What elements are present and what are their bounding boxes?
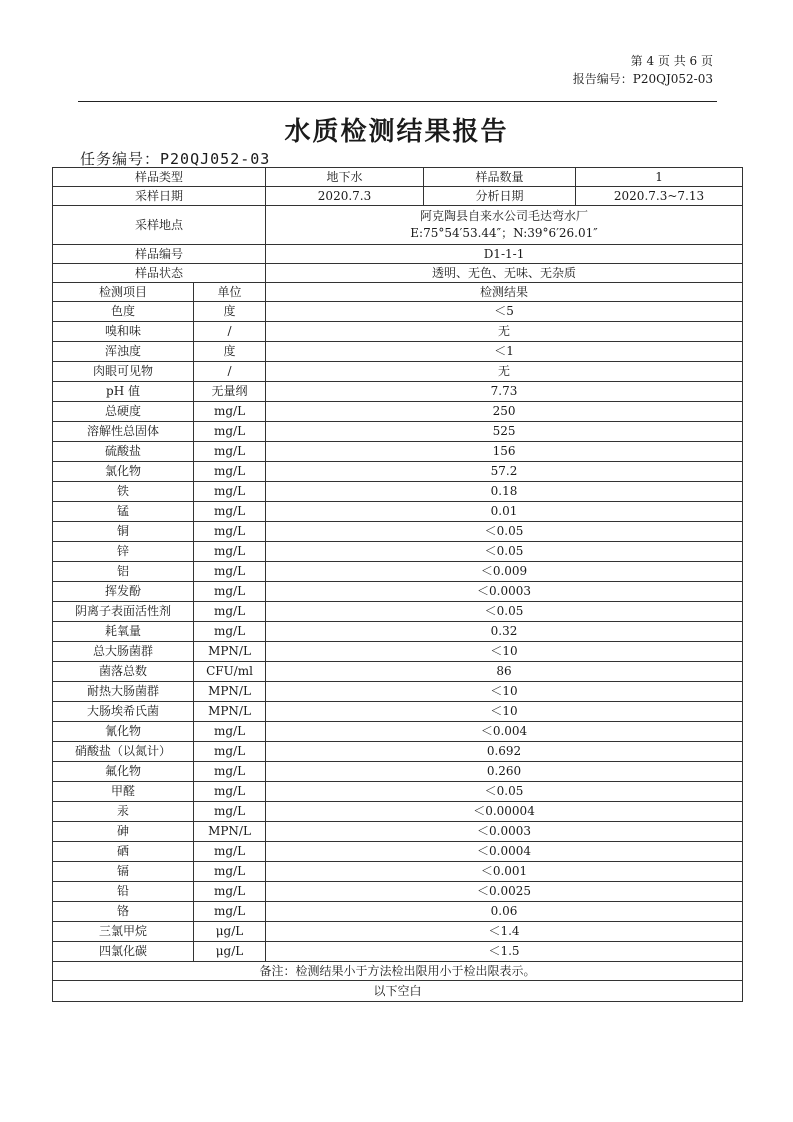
- item-name: 甲醛: [53, 782, 194, 802]
- item-unit: MPN/L: [194, 642, 266, 662]
- item-name: 色度: [53, 302, 194, 322]
- item-name: 四氯化碳: [53, 942, 194, 962]
- item-name: 镉: [53, 862, 194, 882]
- item-result: ＜0.004: [266, 722, 743, 742]
- item-name: 氰化物: [53, 722, 194, 742]
- item-result: ＜1.4: [266, 922, 743, 942]
- table-row: [53, 862, 743, 882]
- item-result: ＜0.001: [266, 862, 743, 882]
- item-name: 耐热大肠菌群: [53, 682, 194, 702]
- item-name: 浑浊度: [53, 342, 194, 362]
- item-unit: /: [194, 322, 266, 342]
- item-result: 525: [266, 422, 743, 442]
- item-result: 0.01: [266, 502, 743, 522]
- item-result: ＜0.0004: [266, 842, 743, 862]
- item-unit: mg/L: [194, 502, 266, 522]
- item-unit: μg/L: [194, 922, 266, 942]
- location-label: 采样地点: [53, 206, 266, 245]
- table-row: [53, 782, 743, 802]
- table-row: [53, 922, 743, 942]
- sample-state-value: 透明、无色、无味、无杂质: [266, 264, 743, 283]
- table-row: [53, 762, 743, 782]
- item-result: ＜0.009: [266, 562, 743, 582]
- item-unit: mg/L: [194, 882, 266, 902]
- item-name: 嗅和味: [53, 322, 194, 342]
- item-unit: mg/L: [194, 402, 266, 422]
- item-unit: mg/L: [194, 462, 266, 482]
- item-result: 0.18: [266, 482, 743, 502]
- column-header-unit: 单位: [194, 283, 266, 302]
- item-name: 阴离子表面活性剂: [53, 602, 194, 622]
- item-unit: CFU/ml: [194, 662, 266, 682]
- analysis-date-value: 2020.7.3~7.13: [576, 187, 743, 206]
- item-result: ＜0.05: [266, 522, 743, 542]
- meta-row-sample-state: [53, 264, 743, 283]
- table-row: [53, 422, 743, 442]
- item-unit: mg/L: [194, 782, 266, 802]
- sample-no-label: 样品编号: [53, 245, 266, 264]
- table-row: [53, 522, 743, 542]
- table-row: [53, 462, 743, 482]
- item-result: 无: [266, 362, 743, 382]
- table-row: [53, 602, 743, 622]
- item-unit: μg/L: [194, 942, 266, 962]
- end-text: 以下空白: [53, 981, 743, 1002]
- item-name: 大肠埃希氏菌: [53, 702, 194, 722]
- table-row: [53, 562, 743, 582]
- item-unit: 无量纲: [194, 382, 266, 402]
- item-unit: 度: [194, 342, 266, 362]
- item-result: 57.2: [266, 462, 743, 482]
- sample-qty-value: 1: [576, 168, 743, 187]
- table-row: [53, 742, 743, 762]
- item-result: 250: [266, 402, 743, 422]
- note-text: 备注：检测结果小于方法检出限用小于检出限表示。: [53, 962, 743, 981]
- report-number: 报告编号：P20QJ052-03: [572, 72, 713, 86]
- item-unit: mg/L: [194, 902, 266, 922]
- column-header-result: 检测结果: [266, 283, 743, 302]
- item-name: 肉眼可见物: [53, 362, 194, 382]
- sample-state-label: 样品状态: [53, 264, 266, 283]
- item-result: ＜5: [266, 302, 743, 322]
- item-result: 无: [266, 322, 743, 342]
- table-row: [53, 822, 743, 842]
- sample-type-label: 样品类型: [53, 168, 266, 187]
- sample-no-value: D1-1-1: [266, 245, 743, 264]
- column-header-row: [53, 283, 743, 302]
- item-unit: mg/L: [194, 482, 266, 502]
- results-rows: [53, 302, 743, 962]
- table-row: [53, 802, 743, 822]
- item-name: 铜: [53, 522, 194, 542]
- item-result: ＜1.5: [266, 942, 743, 962]
- page-number: 第 4 页 共 6 页: [630, 54, 713, 68]
- sample-type-value: 地下水: [266, 168, 424, 187]
- item-result: ＜10: [266, 682, 743, 702]
- table-row: [53, 362, 743, 382]
- header-rule: [78, 101, 717, 102]
- item-result: 0.06: [266, 902, 743, 922]
- table-row: [53, 382, 743, 402]
- item-unit: mg/L: [194, 722, 266, 742]
- table-row: [53, 662, 743, 682]
- item-name: 氯化物: [53, 462, 194, 482]
- item-unit: mg/L: [194, 862, 266, 882]
- item-name: 挥发酚: [53, 582, 194, 602]
- item-name: 铅: [53, 882, 194, 902]
- item-name: 砷: [53, 822, 194, 842]
- item-result: ＜1: [266, 342, 743, 362]
- item-result: ＜0.05: [266, 602, 743, 622]
- table-row: [53, 402, 743, 422]
- meta-row-location: [53, 206, 743, 245]
- table-row: [53, 882, 743, 902]
- item-result: ＜0.0003: [266, 582, 743, 602]
- sample-qty-label: 样品数量: [424, 168, 576, 187]
- item-unit: MPN/L: [194, 822, 266, 842]
- sampling-date-value: 2020.7.3: [266, 187, 424, 206]
- table-row: [53, 702, 743, 722]
- item-result: 7.73: [266, 382, 743, 402]
- item-unit: mg/L: [194, 582, 266, 602]
- table-row: [53, 342, 743, 362]
- item-result: 156: [266, 442, 743, 462]
- item-result: 86: [266, 662, 743, 682]
- item-result: ＜0.00004: [266, 802, 743, 822]
- table-row: [53, 302, 743, 322]
- meta-row-sample-type: [53, 168, 743, 187]
- item-name: 硒: [53, 842, 194, 862]
- item-unit: mg/L: [194, 622, 266, 642]
- item-result: ＜0.05: [266, 542, 743, 562]
- item-result: ＜10: [266, 702, 743, 722]
- meta-row-sample-no: [53, 245, 743, 264]
- item-name: 汞: [53, 802, 194, 822]
- item-unit: mg/L: [194, 542, 266, 562]
- item-unit: mg/L: [194, 802, 266, 822]
- item-name: 总大肠菌群: [53, 642, 194, 662]
- table-row: [53, 942, 743, 962]
- location-coordinates: E:75°54′53.44″；N:39°6′26.01″: [410, 226, 598, 240]
- item-name: 三氯甲烷: [53, 922, 194, 942]
- item-unit: 度: [194, 302, 266, 322]
- table-row: [53, 642, 743, 662]
- item-name: 铝: [53, 562, 194, 582]
- item-unit: MPN/L: [194, 702, 266, 722]
- table-row: [53, 722, 743, 742]
- item-unit: mg/L: [194, 422, 266, 442]
- item-unit: mg/L: [194, 442, 266, 462]
- table-row: [53, 682, 743, 702]
- item-unit: mg/L: [194, 742, 266, 762]
- item-unit: mg/L: [194, 602, 266, 622]
- table-row: [53, 622, 743, 642]
- item-result: 0.692: [266, 742, 743, 762]
- item-name: 总硬度: [53, 402, 194, 422]
- table-row: [53, 322, 743, 342]
- table-row: [53, 902, 743, 922]
- item-name: 铁: [53, 482, 194, 502]
- table-row: [53, 842, 743, 862]
- results-table: [52, 167, 743, 1002]
- item-result: ＜0.0025: [266, 882, 743, 902]
- table-row: [53, 502, 743, 522]
- item-name: 锌: [53, 542, 194, 562]
- note-row: [53, 962, 743, 981]
- item-name: 硫酸盐: [53, 442, 194, 462]
- item-unit: MPN/L: [194, 682, 266, 702]
- location-name: 阿克陶县自来水公司毛达弯水厂: [420, 209, 589, 223]
- end-row: [53, 981, 743, 1002]
- item-name: 溶解性总固体: [53, 422, 194, 442]
- item-result: ＜0.0003: [266, 822, 743, 842]
- page-header-info: [573, 52, 713, 88]
- item-unit: /: [194, 362, 266, 382]
- item-result: 0.260: [266, 762, 743, 782]
- item-unit: mg/L: [194, 522, 266, 542]
- item-name: pH 值: [53, 382, 194, 402]
- table-row: [53, 442, 743, 462]
- item-name: 铬: [53, 902, 194, 922]
- item-name: 硝酸盐（以氮计）: [53, 742, 194, 762]
- item-unit: mg/L: [194, 842, 266, 862]
- item-result: ＜0.05: [266, 782, 743, 802]
- item-name: 菌落总数: [53, 662, 194, 682]
- location-value: [266, 206, 743, 245]
- analysis-date-label: 分析日期: [424, 187, 576, 206]
- item-name: 氟化物: [53, 762, 194, 782]
- item-result: ＜10: [266, 642, 743, 662]
- table-row: [53, 582, 743, 602]
- item-result: 0.32: [266, 622, 743, 642]
- item-unit: mg/L: [194, 762, 266, 782]
- sampling-date-label: 采样日期: [53, 187, 266, 206]
- column-header-item: 检测项目: [53, 283, 194, 302]
- table-row: [53, 482, 743, 502]
- item-name: 耗氧量: [53, 622, 194, 642]
- item-unit: mg/L: [194, 562, 266, 582]
- meta-row-dates: [53, 187, 743, 206]
- task-number: 任务编号：P20QJ052-03: [80, 150, 271, 168]
- table-row: [53, 542, 743, 562]
- item-name: 锰: [53, 502, 194, 522]
- report-title: 水质检测结果报告: [284, 117, 509, 147]
